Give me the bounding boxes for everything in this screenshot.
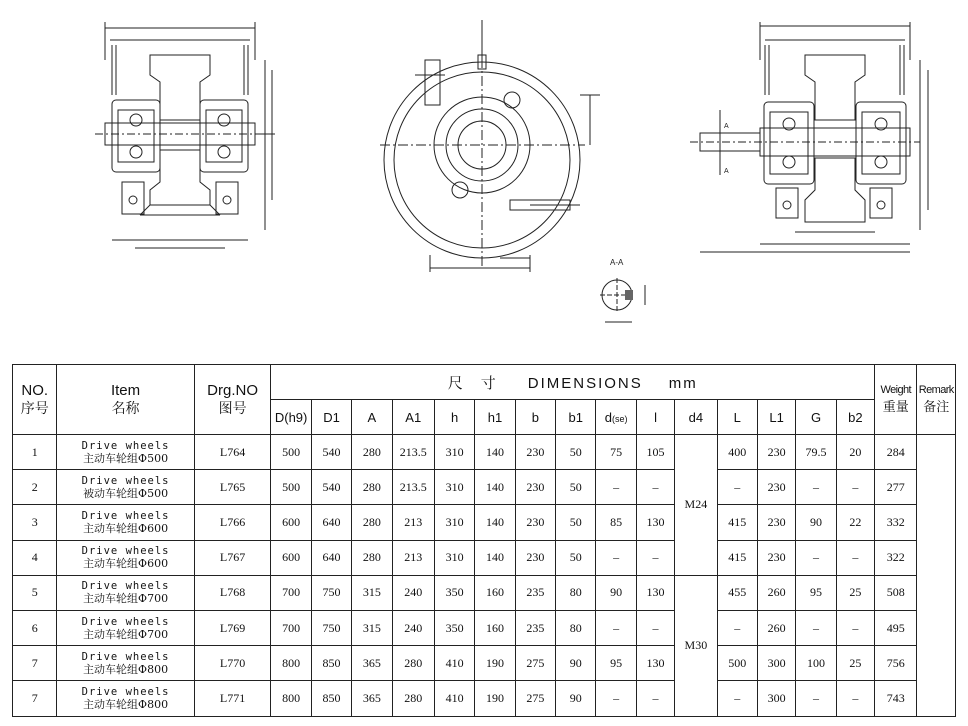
dimension-cell: 300 xyxy=(757,681,795,716)
dimension-cell: 280 xyxy=(352,470,392,505)
row-weight: 284 xyxy=(875,435,917,470)
dimension-cell: 90 xyxy=(596,575,636,610)
item-name-en: Drive wheels xyxy=(81,545,170,558)
dimension-cell: 850 xyxy=(311,681,351,716)
row-no: 6 xyxy=(13,610,57,645)
item-name-cn: 主动车轮组Φ700 xyxy=(83,592,169,606)
dimension-cell: 240 xyxy=(392,575,434,610)
item-name-cn: 主动车轮组Φ700 xyxy=(83,627,169,641)
item-name-en: Drive wheels xyxy=(81,615,170,628)
dimension-cell: – xyxy=(636,540,674,575)
dimension-cell: – xyxy=(796,470,836,505)
dimension-cell: 79.5 xyxy=(796,435,836,470)
row-item xyxy=(57,681,194,716)
table-row xyxy=(13,470,956,505)
section-label: A-A xyxy=(610,258,624,267)
dimension-cell: 365 xyxy=(352,646,392,681)
dimension-cell: 105 xyxy=(636,435,674,470)
dimension-cell: – xyxy=(836,470,874,505)
dimension-cell: 415 xyxy=(717,505,757,540)
column-header: d4 xyxy=(675,400,717,435)
header-no: NO. 序号 xyxy=(13,365,57,435)
dimension-cell: 310 xyxy=(434,435,474,470)
column-header: b2 xyxy=(836,400,874,435)
row-drg-no: L766 xyxy=(194,505,271,540)
row-weight: 756 xyxy=(875,646,917,681)
item-name-cn: 主动车轮组Φ600 xyxy=(83,557,169,571)
dimension-cell: 280 xyxy=(392,646,434,681)
dimension-cell: 95 xyxy=(796,575,836,610)
dimension-cell: 280 xyxy=(352,435,392,470)
dimension-cell: 90 xyxy=(556,646,596,681)
dimension-cell: 280 xyxy=(352,540,392,575)
row-no: 2 xyxy=(13,470,57,505)
row-no: 1 xyxy=(13,435,57,470)
marker-a-bottom: A xyxy=(724,168,729,175)
dimension-cell: 25 xyxy=(836,646,874,681)
dimension-cell: 230 xyxy=(515,505,555,540)
dimension-cell: – xyxy=(636,681,674,716)
column-header: L xyxy=(717,400,757,435)
item-name-en: Drive wheels xyxy=(81,685,170,698)
dimension-cell: – xyxy=(796,681,836,716)
remark-cell xyxy=(917,435,956,717)
dimension-cell: 310 xyxy=(434,540,474,575)
item-name-en: Drive wheels xyxy=(81,474,170,487)
dimension-cell: 275 xyxy=(515,646,555,681)
dimension-cell: 230 xyxy=(757,470,795,505)
dimension-cell: 235 xyxy=(515,610,555,645)
dimension-cell: 260 xyxy=(757,575,795,610)
dimension-cell: 20 xyxy=(836,435,874,470)
dimension-cell: 800 xyxy=(271,681,311,716)
dimension-cell: 640 xyxy=(311,540,351,575)
d4-cell: M30 xyxy=(675,575,717,716)
table-row xyxy=(13,646,956,681)
column-header: d(se) xyxy=(596,400,636,435)
dimension-cell: 500 xyxy=(271,470,311,505)
dimension-cell: 90 xyxy=(796,505,836,540)
dimension-cell: – xyxy=(636,470,674,505)
row-no: 4 xyxy=(13,540,57,575)
dimension-cell: 25 xyxy=(836,575,874,610)
dimension-cell: 600 xyxy=(271,540,311,575)
dimension-cell: 213.5 xyxy=(392,435,434,470)
technical-drawings xyxy=(0,0,968,350)
dimension-cell: – xyxy=(596,610,636,645)
dimension-cell: 400 xyxy=(717,435,757,470)
drive-wheel-view xyxy=(690,22,928,252)
dimension-cell: – xyxy=(836,540,874,575)
row-item xyxy=(57,435,194,470)
row-weight: 332 xyxy=(875,505,917,540)
dimension-cell: 260 xyxy=(757,610,795,645)
row-no: 7 xyxy=(13,646,57,681)
dimension-cell: 310 xyxy=(434,505,474,540)
row-drg-no: L768 xyxy=(194,575,271,610)
column-header: h1 xyxy=(475,400,515,435)
dimension-cell: – xyxy=(596,470,636,505)
table-row xyxy=(13,610,956,645)
item-name-cn: 主动车轮组Φ800 xyxy=(83,697,169,711)
dimension-cell: 410 xyxy=(434,646,474,681)
row-item xyxy=(57,646,194,681)
dimension-cell: 160 xyxy=(475,575,515,610)
header-dimensions: 尺寸 DIMENSIONS mm xyxy=(271,365,875,400)
dimension-cell: – xyxy=(717,470,757,505)
dimension-cell: 410 xyxy=(434,681,474,716)
wheel-end-view xyxy=(380,20,600,272)
row-weight: 322 xyxy=(875,540,917,575)
dimension-cell: 300 xyxy=(757,646,795,681)
column-header: h xyxy=(434,400,474,435)
dimension-cell: – xyxy=(717,681,757,716)
dimension-cell: 540 xyxy=(311,470,351,505)
dimension-cell: 95 xyxy=(596,646,636,681)
header-weight: Weight 重量 xyxy=(875,365,917,435)
row-drg-no: L771 xyxy=(194,681,271,716)
dimension-cell: 640 xyxy=(311,505,351,540)
item-name-cn: 被动车轮组Φ500 xyxy=(83,486,169,500)
row-weight: 743 xyxy=(875,681,917,716)
header-remark: Remark 备注 xyxy=(917,365,956,435)
row-drg-no: L764 xyxy=(194,435,271,470)
dimension-cell: – xyxy=(836,610,874,645)
dimension-cell: 50 xyxy=(556,540,596,575)
column-header: G xyxy=(796,400,836,435)
row-drg-no: L770 xyxy=(194,646,271,681)
header-drg-no: Drg.NO 图号 xyxy=(194,365,271,435)
dimension-cell: 500 xyxy=(271,435,311,470)
dimension-cell: 100 xyxy=(796,646,836,681)
dimension-cell: 190 xyxy=(475,646,515,681)
dimension-cell: 365 xyxy=(352,681,392,716)
dimension-cell: 275 xyxy=(515,681,555,716)
dimension-cell: 700 xyxy=(271,610,311,645)
dimension-cell: 22 xyxy=(836,505,874,540)
row-drg-no: L767 xyxy=(194,540,271,575)
dimension-cell: 230 xyxy=(515,435,555,470)
dimension-cell: 280 xyxy=(392,681,434,716)
section-a-a-view xyxy=(600,278,645,322)
row-item xyxy=(57,540,194,575)
item-name-en: Drive wheels xyxy=(81,580,170,593)
row-weight: 508 xyxy=(875,575,917,610)
dimension-cell: – xyxy=(796,610,836,645)
dimension-cell: 415 xyxy=(717,540,757,575)
dimension-cell: – xyxy=(717,610,757,645)
dimension-cell: – xyxy=(596,540,636,575)
dimension-cell: – xyxy=(596,681,636,716)
column-header: b1 xyxy=(556,400,596,435)
row-item xyxy=(57,505,194,540)
row-no: 7 xyxy=(13,681,57,716)
dimensions-table xyxy=(12,364,956,717)
column-header: L1 xyxy=(757,400,795,435)
table-row xyxy=(13,505,956,540)
column-header: D(h9) xyxy=(271,400,311,435)
dimension-cell: – xyxy=(636,610,674,645)
dimension-cell: 750 xyxy=(311,575,351,610)
dimension-cell: 350 xyxy=(434,610,474,645)
dimension-cell: 240 xyxy=(392,610,434,645)
dimension-cell: 90 xyxy=(556,681,596,716)
item-name-cn: 主动车轮组Φ800 xyxy=(83,662,169,676)
row-no: 5 xyxy=(13,575,57,610)
dimension-cell: 50 xyxy=(556,470,596,505)
dimension-cell: 230 xyxy=(757,540,795,575)
dimension-cell: 800 xyxy=(271,646,311,681)
item-name-en: Drive wheels xyxy=(81,650,170,663)
dimension-cell: 600 xyxy=(271,505,311,540)
dimension-cell: 213 xyxy=(392,505,434,540)
dimension-cell: 75 xyxy=(596,435,636,470)
dimension-cell: 230 xyxy=(757,435,795,470)
row-item xyxy=(57,575,194,610)
column-header: l xyxy=(636,400,674,435)
row-drg-no: L769 xyxy=(194,610,271,645)
dimension-cell: 50 xyxy=(556,435,596,470)
dimension-cell: 350 xyxy=(434,575,474,610)
dimension-cell: 700 xyxy=(271,575,311,610)
column-header: b xyxy=(515,400,555,435)
item-name-cn: 主动车轮组Φ500 xyxy=(83,451,169,465)
dimension-cell: – xyxy=(796,540,836,575)
header-item: Item 名称 xyxy=(57,365,194,435)
dimension-cell: 280 xyxy=(352,505,392,540)
column-header: D1 xyxy=(311,400,351,435)
dimension-cell: 230 xyxy=(515,540,555,575)
dimension-cell: 230 xyxy=(515,470,555,505)
row-item xyxy=(57,610,194,645)
dimension-cell: 315 xyxy=(352,575,392,610)
dimension-cell: 130 xyxy=(636,575,674,610)
table-row xyxy=(13,540,956,575)
dimension-cell: 190 xyxy=(475,681,515,716)
dimension-cell: 750 xyxy=(311,610,351,645)
dimension-cell: 130 xyxy=(636,505,674,540)
dimension-cell: 500 xyxy=(717,646,757,681)
row-weight: 277 xyxy=(875,470,917,505)
marker-a-top: A xyxy=(724,123,729,130)
row-no: 3 xyxy=(13,505,57,540)
dimension-cell: 213 xyxy=(392,540,434,575)
dimension-cell: 140 xyxy=(475,540,515,575)
dimension-cell: 850 xyxy=(311,646,351,681)
column-header: A1 xyxy=(392,400,434,435)
row-item xyxy=(57,470,194,505)
table-row xyxy=(13,435,956,470)
item-name-cn: 主动车轮组Φ600 xyxy=(83,521,169,535)
dimension-cell: 130 xyxy=(636,646,674,681)
dimension-cell: 235 xyxy=(515,575,555,610)
dimension-cell: 80 xyxy=(556,575,596,610)
dimension-cell: 230 xyxy=(757,505,795,540)
dimension-cell: 85 xyxy=(596,505,636,540)
dimension-cell: 50 xyxy=(556,505,596,540)
row-drg-no: L765 xyxy=(194,470,271,505)
column-header: A xyxy=(352,400,392,435)
item-name-en: Drive wheels xyxy=(81,439,170,452)
dimension-cell: 160 xyxy=(475,610,515,645)
table-row xyxy=(13,575,956,610)
dimension-cell: 310 xyxy=(434,470,474,505)
wheel-section-view xyxy=(95,22,275,248)
d4-cell: M24 xyxy=(675,435,717,576)
dimension-cell: – xyxy=(836,681,874,716)
dimension-cell: 140 xyxy=(475,435,515,470)
row-weight: 495 xyxy=(875,610,917,645)
dimension-cell: 140 xyxy=(475,505,515,540)
dimension-cell: 455 xyxy=(717,575,757,610)
item-name-en: Drive wheels xyxy=(81,509,170,522)
dimension-cell: 140 xyxy=(475,470,515,505)
dimension-cell: 213.5 xyxy=(392,470,434,505)
dimension-cell: 540 xyxy=(311,435,351,470)
dimension-cell: 80 xyxy=(556,610,596,645)
dimension-cell: 315 xyxy=(352,610,392,645)
table-row xyxy=(13,681,956,716)
